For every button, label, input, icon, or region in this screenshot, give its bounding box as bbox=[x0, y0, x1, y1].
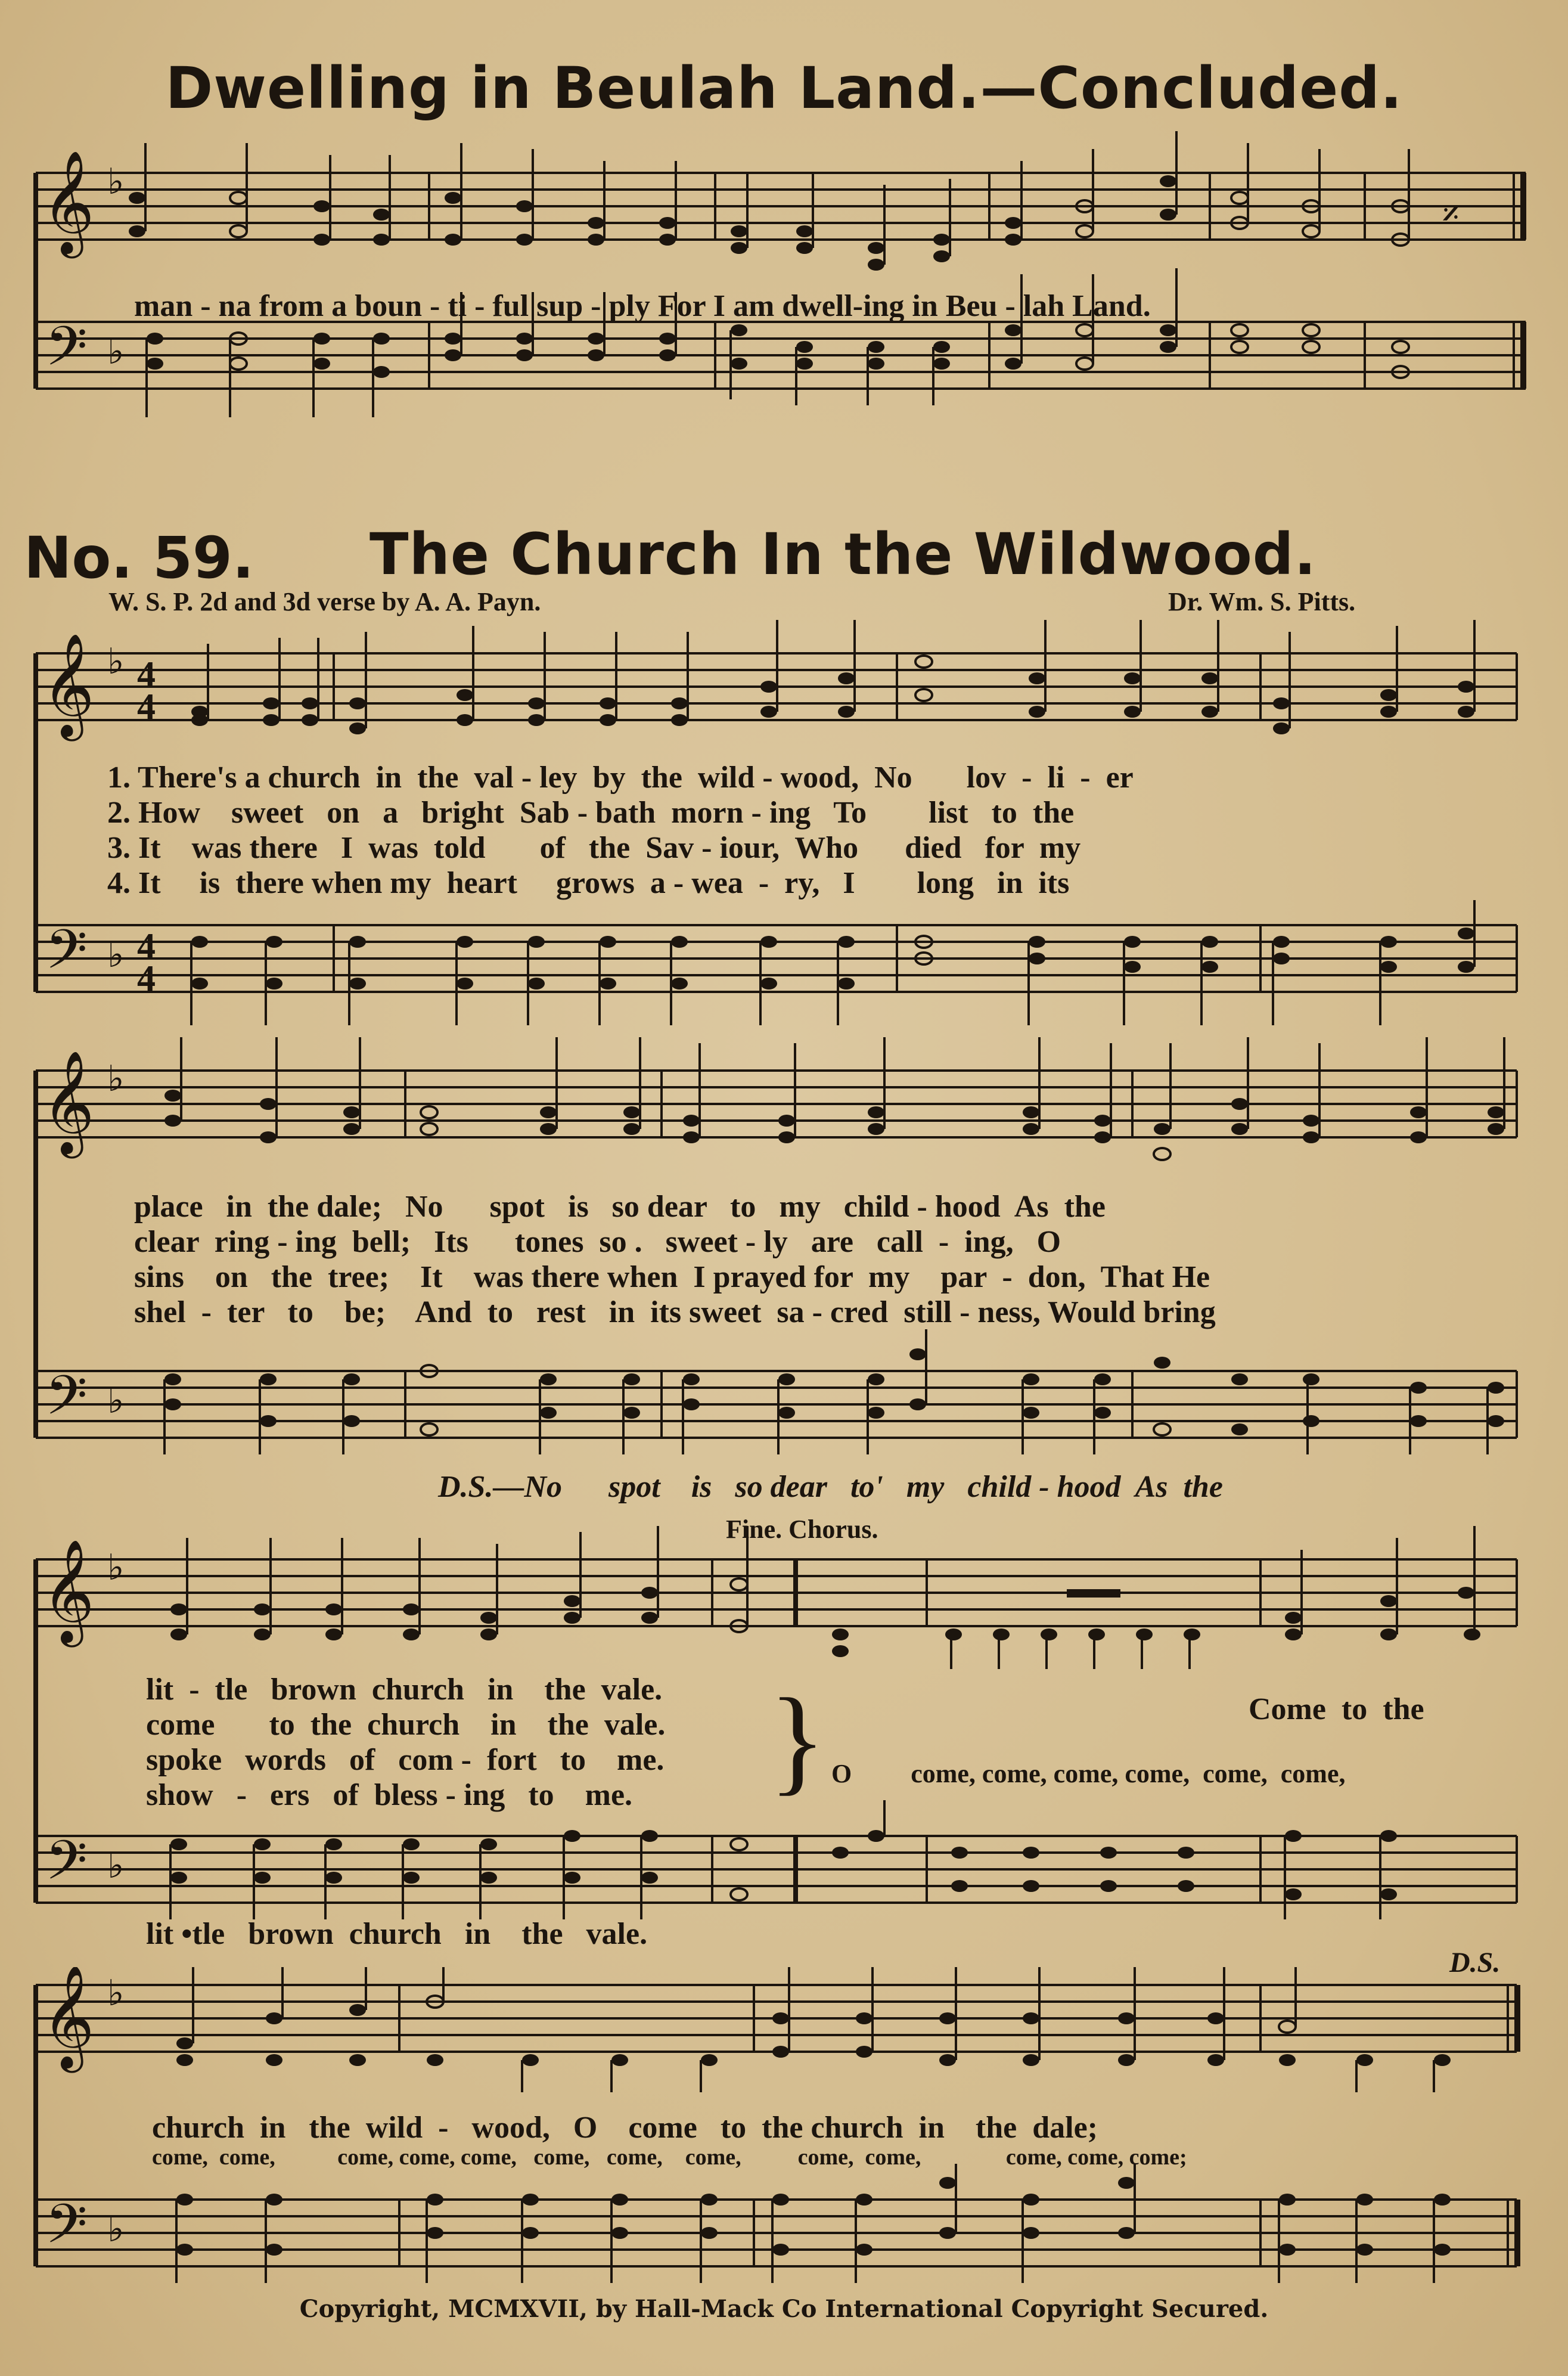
verse-line-3-2: come to the church in the vale. bbox=[146, 1708, 666, 1742]
svg-text:𝄞: 𝄞 bbox=[42, 1050, 95, 1154]
bass-lyric-line: lit •tle brown church in the vale. bbox=[146, 1917, 648, 1951]
page-title-concluded: Dwelling in Beulah Land.—Concluded. bbox=[165, 55, 1403, 122]
hymn-title: The Church In the Wildwood. bbox=[370, 521, 1317, 588]
svg-text:♭: ♭ bbox=[107, 1058, 125, 1100]
svg-text:4: 4 bbox=[137, 687, 156, 727]
credit-lyricist: W. S. P. 2d and 3d verse by A. A. Payn. bbox=[108, 587, 541, 616]
verse-line-2-3: sins on the tree; It was there when I prayed for my par - don, That He bbox=[134, 1260, 1210, 1294]
svg-text:♭: ♭ bbox=[107, 934, 125, 976]
svg-text:♭: ♭ bbox=[107, 641, 125, 683]
verse-line-1-4: 4. It is there when my heart grows a - wea - ry, I long in its bbox=[107, 866, 1070, 900]
verse-line-4-1: church in the wild - wood, O come to the church in the dale; bbox=[152, 2111, 1098, 2145]
svg-text:𝄎: 𝄎 bbox=[1442, 194, 1460, 235]
verse-line-3-4: show - ers of bless - ing to me. bbox=[146, 1778, 633, 1812]
svg-text:𝄞: 𝄞 bbox=[42, 1539, 95, 1643]
credit-composer: Dr. Wm. S. Pitts. bbox=[1168, 587, 1356, 616]
verse-line-2-4: shel - ter to be; And to rest in its sweet sa - cred still - ness, Would bring bbox=[134, 1295, 1216, 1329]
verse-line-1-3: 3. It was there I was told of the Sav - iour, Who died for my bbox=[107, 831, 1081, 865]
verse-line-2-2: clear ring - ing bell; Its tones so . sweet - ly are call - ing, O bbox=[134, 1225, 1061, 1259]
svg-text:𝄞: 𝄞 bbox=[42, 633, 95, 737]
concluded-lyrics: man - na from a boun - ti - ful sup - ply For I am dwell-ing in Beu - lah Land. bbox=[134, 289, 1151, 323]
verse-brace: } bbox=[769, 1674, 826, 1806]
chorus-soprano-cue: Come to the bbox=[1249, 1692, 1424, 1726]
svg-text:𝄞: 𝄞 bbox=[42, 150, 95, 254]
hymn-number: No. 59. bbox=[24, 525, 254, 591]
ds-lyric-line: D.S.—No spot is so dear to' my child - hood As the bbox=[438, 1470, 1223, 1504]
staff-system-concluded bbox=[0, 119, 1568, 417]
svg-text:♭: ♭ bbox=[107, 1845, 125, 1887]
svg-text:𝄢: 𝄢 bbox=[45, 918, 88, 994]
svg-text:𝄞: 𝄞 bbox=[42, 1967, 95, 2068]
svg-text:♭: ♭ bbox=[107, 1972, 125, 2014]
verse-line-3-1: lit - tle brown church in the vale. bbox=[146, 1673, 663, 1707]
svg-text:4: 4 bbox=[137, 655, 156, 695]
svg-text:♭: ♭ bbox=[107, 1547, 125, 1589]
svg-text:♭: ♭ bbox=[107, 2208, 125, 2250]
verse-line-1-2: 2. How sweet on a bright Sab - bath morn - ing To list to the bbox=[107, 796, 1075, 830]
verse-line-1-1: 1. There's a church in the val - ley by the wild - wood, No lov - li - er bbox=[107, 761, 1134, 795]
chorus-echo-line: O come, come, come, come, come, come, bbox=[831, 1759, 1346, 1788]
verse-line-2-1: place in the dale; No spot is so dear to my child - hood As the bbox=[134, 1190, 1106, 1224]
ds-mark: D.S. bbox=[1449, 1947, 1501, 1978]
svg-text:𝄢: 𝄢 bbox=[45, 1829, 88, 1905]
verse-line-3-3: spoke words of com - fort to me. bbox=[146, 1743, 665, 1777]
svg-text:𝄢: 𝄢 bbox=[45, 1364, 88, 1440]
fine-chorus-label: Fine. Chorus. bbox=[726, 1515, 878, 1544]
svg-text:𝄢: 𝄢 bbox=[45, 315, 88, 391]
svg-text:4: 4 bbox=[137, 959, 156, 999]
svg-text:♭: ♭ bbox=[107, 331, 125, 373]
svg-text:4: 4 bbox=[137, 926, 156, 967]
svg-text:𝄢: 𝄢 bbox=[45, 2192, 88, 2269]
echo-line-4: come, come, come, come, come, come, come, come, come, come, come, come, come; bbox=[152, 2145, 1187, 2170]
svg-text:♭: ♭ bbox=[107, 1380, 125, 1422]
svg-text:♭: ♭ bbox=[107, 161, 125, 203]
copyright-notice: Copyright, MCMXVII, by Hall-Mack Co International Copyright Secured. bbox=[299, 2295, 1269, 2323]
